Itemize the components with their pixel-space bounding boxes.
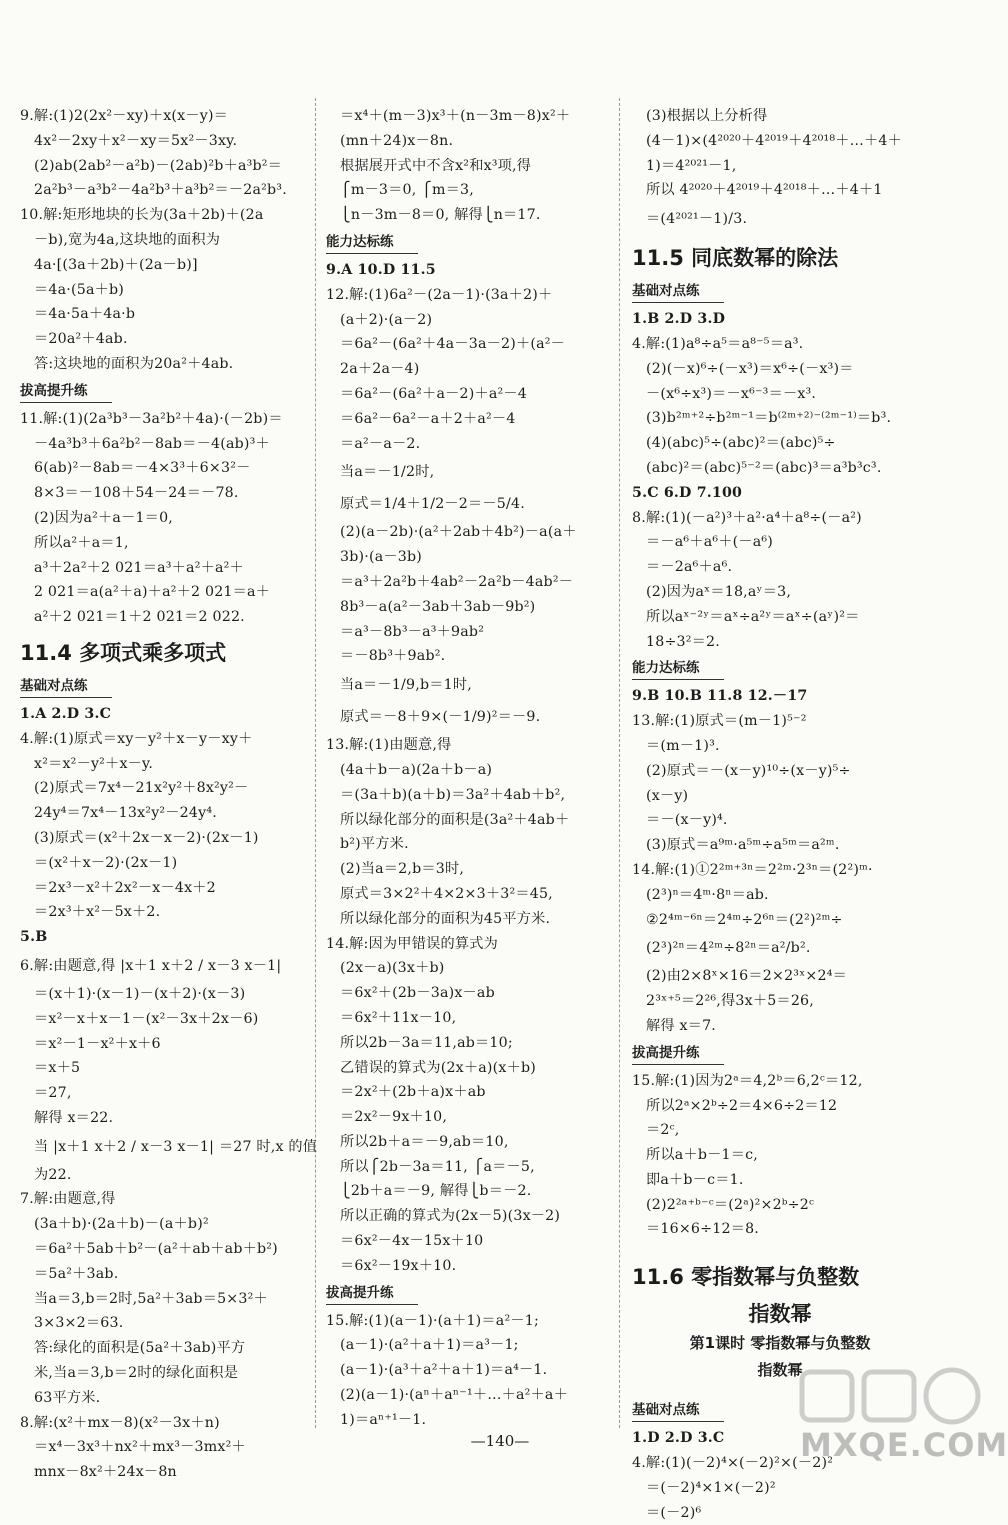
solution-line: 4.解:(1)(－2)⁴×(－2)²×(－2)² bbox=[632, 1455, 834, 1472]
solution-line: x²＝x²－y²＋x－y. bbox=[34, 755, 154, 772]
answer-key-line: 1.B 2.D 3.D bbox=[632, 311, 726, 328]
solution-line: ＝27, bbox=[34, 1085, 72, 1102]
solution-line: 2³ˣ⁺⁵＝2²⁶,得3x＋5＝26, bbox=[646, 993, 814, 1010]
solution-line: mnx－8x²＋24x－8n bbox=[34, 1464, 177, 1481]
solution-line: (2)因为aˣ＝18,aʸ＝3, bbox=[646, 583, 792, 600]
solution-line: ＝a³－8b³－a³＋9ab² bbox=[340, 623, 485, 640]
solution-line: 所以绿化部分的面积是(3a²＋4ab＋ bbox=[340, 811, 570, 828]
section-heading: 11.4 多项式乘多项式 bbox=[20, 640, 227, 665]
solution-line: ＝－8b³＋9ab². bbox=[340, 648, 446, 665]
solution-line: 所以绿化部分的面积为45平方米. bbox=[340, 910, 551, 927]
answer-key-line: 9.B 10.B 11.8 12.－17 bbox=[632, 688, 808, 705]
solution-line: a³＋2a²＋2 021＝a³＋a²＋a²＋ bbox=[34, 559, 244, 576]
exercise-subheading: 拔高提升练 bbox=[326, 1282, 418, 1305]
solution-line: ＝2ᶜ, bbox=[646, 1122, 680, 1139]
solution-line: －b),宽为4a,这块地的面积为 bbox=[34, 231, 221, 248]
solution-line: b²)平方米. bbox=[340, 836, 409, 853]
solution-line: 6.解:由题意,得 |x＋1 x＋2 / x－3 x－1| bbox=[20, 957, 282, 974]
solution-line: a²＋2 021＝1＋2 021＝2 022. bbox=[34, 609, 245, 626]
solution-line: ＝4a·5a＋4a·b bbox=[34, 306, 136, 323]
spacer bbox=[632, 1242, 928, 1254]
solution-line: ＝6a²－(6a²＋4a－3a－2)＋(a²－ bbox=[340, 336, 566, 353]
solution-line: 根据展开式中不含x²和x³项,得 bbox=[340, 157, 532, 174]
solution-line: (2)因为a²＋a－1＝0, bbox=[34, 509, 174, 526]
solution-line: ＝a³＋2a²b＋4ab²－2a²b－4ab²－ bbox=[340, 573, 574, 590]
solution-line: 4a·[(3a＋2b)＋(2a－b)] bbox=[34, 256, 198, 273]
solution-line: 所以a＋b－1＝c, bbox=[646, 1147, 758, 1164]
solution-line: ＝16×6÷12＝8. bbox=[646, 1221, 760, 1238]
solution-line: 11.解:(1)(2a³b³－3a²b²＋4a)·(－2b)＝ bbox=[20, 410, 283, 427]
solution-line: ＝x⁴＋(m－3)x³＋(n－3m－8)x²＋ bbox=[340, 108, 571, 124]
solution-line: (3)b²ᵐ⁺²÷b²ᵐ⁻¹＝b⁽²ᵐ⁺²⁾⁻⁽²ᵐ⁻¹⁾＝b³. bbox=[646, 410, 892, 427]
solution-line: ＝－(x－y)⁴. bbox=[646, 812, 728, 829]
solution-line: 解得 x＝22. bbox=[34, 1109, 114, 1126]
exercise-subheading: 基础对点练 bbox=[632, 280, 724, 303]
solution-line: (2³)²ⁿ＝4²ᵐ÷8²ⁿ＝a²/b². bbox=[646, 940, 811, 957]
solution-line: (abc)²＝(abc)⁵⁻²＝(abc)³＝a³b³c³. bbox=[646, 459, 882, 476]
solution-line: 原式＝3×2²＋4×2×3＋3²＝45, bbox=[340, 885, 553, 902]
solution-line: 当 |x＋1 x＋2 / x－3 x－1| ＝27 时,x 的值 bbox=[34, 1138, 318, 1155]
solution-line: (3a＋b)·(2a＋b)－(a＋b)² bbox=[34, 1216, 209, 1233]
solution-line: (2)2²ᵃ⁺ᵇ⁻ᶜ＝(2ᵃ)²×2ᵇ÷2ᶜ bbox=[646, 1196, 815, 1213]
solution-line: (2)(－x)⁶÷(－x³)＝x⁶÷(－x³)＝ bbox=[646, 360, 854, 377]
solution-line: (4)(abc)⁵÷(abc)²＝(abc)⁵÷ bbox=[646, 435, 836, 452]
solution-line: (2)当a＝2,b＝3时, bbox=[340, 861, 465, 878]
exercise-subheading: 拔高提升练 bbox=[20, 380, 112, 403]
solution-line: 所以aˣ⁻²ʸ＝aˣ÷a²ʸ＝aˣ÷(aʸ)²＝ bbox=[646, 608, 860, 625]
solution-line: 13.解:(1)由题意,得 bbox=[326, 737, 452, 754]
solution-line: 所以2b－3a＝11,ab＝10; bbox=[340, 1034, 513, 1051]
solution-line: 4.解:(1)a⁸÷a⁵＝a⁸⁻⁵＝a³. bbox=[632, 335, 804, 352]
solution-line: ＝－a⁶＋a⁶＋(－a⁶) bbox=[646, 534, 774, 551]
solution-line: (4a＋b－a)(2a＋b－a) bbox=[340, 761, 493, 778]
solution-line: ＝6a²＋5ab＋b²－(a²＋ab＋ab＋b²) bbox=[34, 1241, 278, 1258]
solution-line: 24y⁴＝7x⁴－13x²y²－24y⁴. bbox=[34, 805, 217, 822]
answer-key-line: 1.A 2.D 3.C bbox=[20, 705, 112, 722]
solution-line: 8.解:(x²＋mx－8)(x²－3x＋n) bbox=[20, 1414, 220, 1431]
solution-line: 4.解:(1)原式＝xy－y²＋x－y－xy＋ bbox=[20, 730, 253, 747]
exercise-subheading: 能力达标练 bbox=[326, 231, 418, 254]
solution-line: (mn＋24)x－8n. bbox=[340, 132, 454, 149]
solution-line: ＝(m－1)³. bbox=[646, 737, 720, 754]
solution-line: (2)原式＝－(x－y)¹⁰÷(x－y)⁵÷ bbox=[646, 762, 851, 779]
solution-line: ＝2x²－9x＋10, bbox=[340, 1109, 448, 1126]
solution-line: 8×3＝－108＋54－24＝－78. bbox=[34, 485, 239, 502]
solution-line: ⎩2b＋a＝－9, 解得⎩b＝－2. bbox=[340, 1183, 532, 1200]
solution-line: 当a＝3,b＝2时,5a²＋3ab＝5×3²＋ bbox=[34, 1290, 268, 1307]
answer-column-1 bbox=[20, 104, 318, 1481]
solution-line: 3×3×2＝63. bbox=[34, 1315, 124, 1332]
solution-line: 14.解:因为甲错误的算式为 bbox=[326, 935, 499, 952]
solution-line: (2)由2×8ˣ×16＝2×2³ˣ×2⁴＝ bbox=[646, 968, 847, 985]
solution-line: 8.解:(1)(－a²)³＋a²·a⁴＋a⁸÷(－a²) bbox=[632, 509, 862, 526]
page-number: —140— bbox=[470, 1432, 530, 1450]
solution-line: ＝6x²＋(2b－3a)x－ab bbox=[340, 985, 495, 1002]
answer-column-2 bbox=[326, 104, 622, 1428]
lesson-heading: 指数幂 bbox=[757, 1361, 803, 1380]
solution-line: (x－y) bbox=[646, 787, 689, 804]
solution-line: ＝4a·(5a＋b) bbox=[34, 281, 125, 298]
solution-line: ＝－2a⁶＋a⁶. bbox=[646, 559, 733, 576]
solution-line: 12.解:(1)6a²－(2a－1)·(3a＋2)＋ bbox=[326, 286, 553, 303]
solution-line: 所以a²＋a＝1, bbox=[34, 534, 129, 551]
solution-line: ＝6x²－4x－15x＋10 bbox=[340, 1233, 484, 1250]
solution-line: 所以2b＋a＝－9,ab＝10, bbox=[340, 1133, 509, 1150]
solution-line: 所以 4²⁰²⁰＋4²⁰¹⁹＋4²⁰¹⁸＋…＋4＋1 bbox=[646, 182, 883, 199]
solution-line: ＝(4²⁰²¹－1)/3. bbox=[646, 211, 748, 228]
solution-line: ＝6x²－19x＋10. bbox=[340, 1257, 457, 1274]
solution-line: (2)(a－1)·(aⁿ＋aⁿ⁻¹＋…＋a²＋a＋ bbox=[340, 1387, 568, 1404]
solution-line: ＝6x²＋11x－10, bbox=[340, 1009, 457, 1026]
exercise-subheading: 能力达标练 bbox=[632, 657, 724, 680]
solution-line: ＝20a²＋4ab. bbox=[34, 331, 128, 348]
solution-line: (4－1)×(4²⁰²⁰＋4²⁰¹⁹＋4²⁰¹⁸＋…＋4＋ bbox=[646, 132, 903, 149]
lesson-heading: 第1课时 零指数幂与负整数 bbox=[689, 1334, 871, 1353]
solution-line: 当a＝－1/9,b＝1时, bbox=[340, 677, 472, 694]
solution-line: ＝2x³＋x²－5x＋2. bbox=[34, 904, 161, 921]
solution-line: (2³)ⁿ＝4ᵐ·8ⁿ＝ab. bbox=[646, 886, 769, 903]
solution-line: 原式＝－8＋9×(－1/9)²＝－9. bbox=[340, 709, 541, 726]
exercise-subheading: 拔高提升练 bbox=[632, 1042, 724, 1065]
solution-line: 1)＝aⁿ⁺¹－1. bbox=[340, 1411, 427, 1428]
section-heading: 指数幂 bbox=[748, 1302, 812, 1327]
answer-key-line: 5.B bbox=[20, 929, 48, 946]
solution-line: (3)根据以上分析得 bbox=[646, 108, 768, 124]
solution-line: ＝x⁴－3x³＋nx²＋mx³－3mx²＋ bbox=[34, 1439, 246, 1456]
exercise-subheading: 基础对点练 bbox=[20, 675, 112, 698]
solution-line: 15.解:(1)因为2ᵃ＝4,2ᵇ＝6,2ᶜ＝12, bbox=[632, 1072, 863, 1089]
solution-line: ＝(－2)⁴×1×(－2)² bbox=[646, 1479, 776, 1496]
solution-line: 9.解:(1)2(2x²－xy)＋x(x－y)＝ bbox=[20, 108, 229, 124]
section-heading: 11.5 同底数幂的除法 bbox=[632, 246, 839, 271]
solution-line: 所以2ᵃ×2ᵇ÷2＝4×6÷2＝12 bbox=[646, 1097, 838, 1114]
section-heading: 11.6 零指数幂与负整数 bbox=[632, 1265, 860, 1290]
solution-line: ＝(－2)⁶ bbox=[646, 1504, 702, 1521]
solution-line: (a－1)·(a³＋a²＋a＋1)＝a⁴－1. bbox=[340, 1362, 548, 1379]
solution-line: 答:绿化的面积是(5a²＋3ab)平方 bbox=[34, 1340, 246, 1357]
solution-line: 8b³－a(a²－3ab＋3ab－9b²) bbox=[340, 598, 536, 615]
solution-line: ＝6a²－6a²－a＋2＋a²－4 bbox=[340, 410, 516, 427]
solution-line: ＝2x²＋(2b＋a)x＋ab bbox=[340, 1084, 486, 1101]
solution-line: 为22. bbox=[34, 1166, 72, 1183]
solution-line: ＝x＋5 bbox=[34, 1060, 81, 1077]
solution-line: ＝5a²＋3ab. bbox=[34, 1265, 119, 1282]
solution-line: (2)ab(2ab²－a²b)－(2ab)²b＋a³b²＝ bbox=[34, 157, 283, 174]
solution-line: 10.解:矩形地块的长为(3a＋2b)＋(2a bbox=[20, 207, 264, 224]
answer-key-line: 9.A 10.D 11.5 bbox=[326, 261, 436, 278]
solution-line: ＝a²－a－2. bbox=[340, 435, 421, 452]
solution-line: 2 021＝a(a²＋a)＋a²＋2 021＝a＋ bbox=[34, 584, 271, 601]
solution-line: (2x－a)(3x＋b) bbox=[340, 960, 445, 977]
solution-line: 2a²b³－a³b²－4a²b³＋a³b²＝－2a²b³. bbox=[34, 182, 287, 199]
exercise-subheading: 基础对点练 bbox=[632, 1399, 724, 1422]
solution-line: (2)(a－2b)·(a²＋2ab＋4b²)－a(a＋ bbox=[340, 524, 577, 541]
solution-line: (a－1)·(a²＋a＋1)＝a³－1; bbox=[340, 1337, 519, 1354]
solution-line: 所以正确的算式为(2x－5)(3x－2) bbox=[340, 1208, 561, 1225]
solution-line: ＝(x＋1)·(x－1)－(x＋2)·(x－3) bbox=[34, 985, 246, 1002]
solution-line: (3)原式＝a⁹ᵐ·a⁵ᵐ÷a⁵ᵐ＝a²ᵐ. bbox=[646, 837, 840, 854]
solution-line: 原式＝1/4＋1/2－2＝－5/4. bbox=[340, 496, 525, 513]
solution-line: －4a³b³＋6a²b²－8ab＝－4(ab)³＋ bbox=[34, 435, 270, 452]
solution-line: (2)原式＝7x⁴－21x²y²＋8x²y²－ bbox=[34, 780, 249, 797]
solution-line: 3b)·(a－3b) bbox=[340, 549, 422, 566]
solution-line: 2a＋2a－4) bbox=[340, 361, 420, 378]
answer-key-line: 5.C 6.D 7.100 bbox=[632, 484, 743, 501]
solution-line: (a＋2)·(a－2) bbox=[340, 311, 433, 328]
solution-line: 即a＋b－c＝1. bbox=[646, 1171, 744, 1188]
solution-line: ＝x²－x＋x－1－(x²－3x＋2x－6) bbox=[34, 1010, 259, 1027]
solution-line: 13.解:(1)原式＝(m－1)⁵⁻² bbox=[632, 713, 807, 730]
solution-line: ⎧m－3＝0, ⎧m＝3, bbox=[340, 182, 474, 199]
solution-line: ＝(x²＋x－2)·(2x－1) bbox=[34, 854, 178, 871]
solution-line: 解得 x＝7. bbox=[646, 1017, 717, 1034]
solution-line: ＝x²－1－x²＋x＋6 bbox=[34, 1035, 161, 1052]
solution-line: 63平方米. bbox=[34, 1389, 101, 1406]
solution-line: 7.解:由题意,得 bbox=[20, 1191, 116, 1208]
solution-line: ⎩n－3m－8＝0, 解得⎩n＝17. bbox=[340, 207, 541, 224]
solution-line: ＝2x³－x²＋2x²－x－4x＋2 bbox=[34, 879, 216, 896]
solution-line: 4x²－2xy＋x²－xy＝5x²－3xy. bbox=[34, 132, 238, 149]
solution-line: 所以⎧2b－3a＝11, ⎧a＝－5, bbox=[340, 1158, 535, 1175]
solution-line: (3)原式＝(x²＋2x－x－2)·(2x－1) bbox=[34, 829, 259, 846]
solution-line: 18÷3²＝2. bbox=[646, 633, 720, 650]
solution-line: ＝(3a＋b)(a＋b)＝3a²＋4ab＋b², bbox=[340, 786, 566, 803]
solution-line: 14.解:(1)①2²ᵐ⁺³ⁿ＝2²ᵐ·2³ⁿ＝(2²)ᵐ· bbox=[632, 861, 873, 878]
solution-line: ②2⁴ᵐ⁻⁶ⁿ＝2⁴ᵐ÷2⁶ⁿ＝(2²)²ᵐ÷ bbox=[646, 911, 843, 928]
watermark-text: MXQE.COM bbox=[800, 1426, 1008, 1464]
solution-line: 乙错误的算式为(2x＋a)(x＋b) bbox=[340, 1059, 536, 1076]
solution-line: 1)＝4²⁰²¹－1, bbox=[646, 157, 737, 174]
solution-line: －(x⁶÷x³)＝－x⁶⁻³＝－x³. bbox=[646, 385, 817, 402]
solution-line: 15.解:(1)(a－1)·(a＋1)＝a²－1; bbox=[326, 1312, 539, 1329]
solution-line: 答:这块地的面积为20a²＋4ab. bbox=[34, 355, 234, 372]
solution-line: 当a＝－1/2时, bbox=[340, 464, 435, 481]
answer-key-line: 1.D 2.D 3.C bbox=[632, 1430, 725, 1447]
solution-line: ＝6a²－(6a²＋a－2)＋a²－4 bbox=[340, 385, 527, 402]
solution-line: 6(ab)²－8ab＝－4×3³＋6×3²－ bbox=[34, 460, 251, 477]
solution-line: 米,当a＝3,b＝2时的绿化面积是 bbox=[34, 1365, 239, 1382]
